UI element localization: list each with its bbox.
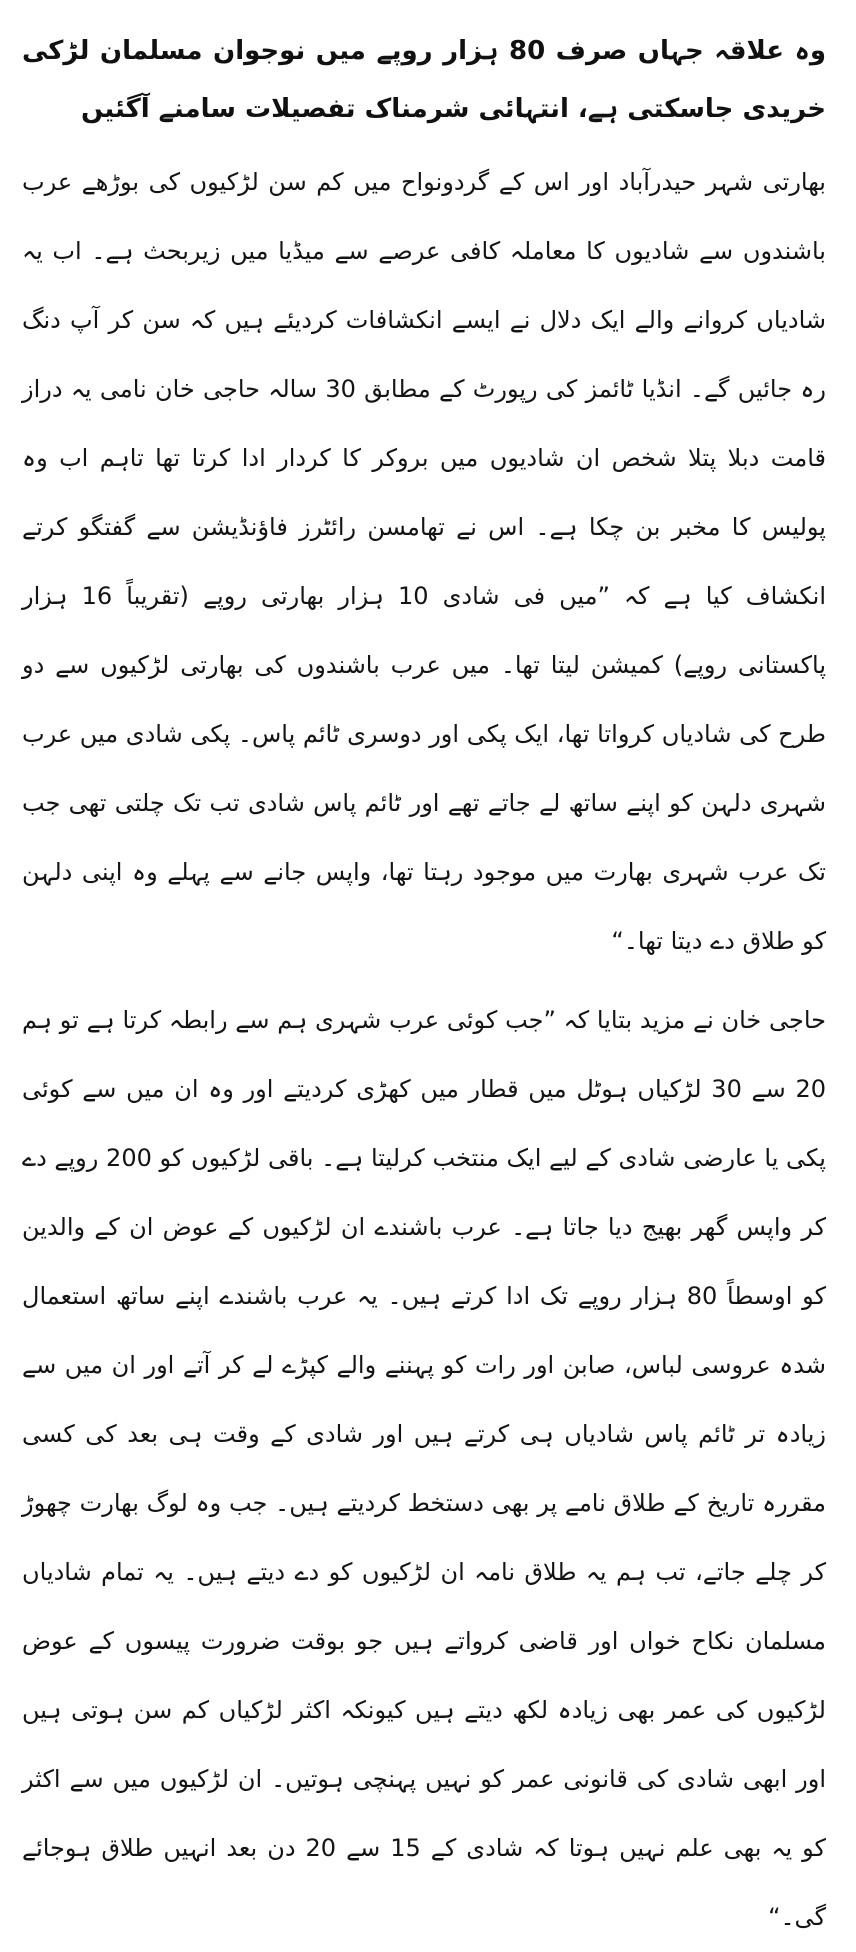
article-paragraph-1: بھارتی شہر حیدرآباد اور اس کے گردونواح میں کم سن لڑکیوں کی بوڑھے عرب باشندوں سے شادیوں کا معاملہ کافی عرصے سے میڈیا میں زیربحث ہے۔ اب یہ شادیاں کروانے والے ایک دلال نے ایسے انکشافات کردیئے ہیں کہ سن کر آپ دنگ رہ جائیں گے۔ انڈیا ٹائمز کی رپورٹ کے مطابق 30 سالہ حاجی خان نامی یہ دراز قامت دبلا پتلا شخص ان شادیوں میں بروکر کا کردار ادا کرتا تھا تاہم اب وہ پولیس کا مخبر بن چکا ہے۔ اس نے تھامسن رائٹرز فاﺅنڈیشن سے گفتگو کرتے انکشاف کیا ہے کہ ”میں فی شادی 10 ہزار بھارتی روپے (تقریباً 16 ہزار پاکستانی روپے) کمیشن لیتا تھا۔ میں عرب باشندوں کی بھارتی لڑکیوں سے دو طرح کی شادیاں کرواتا تھا، ایک پکی اور دوسری ٹائم پاس۔ پکی شادی میں عرب شہری دلہن کو اپنے ساتھ لے جاتے تھے اور ٹائم پاس شادی تب تک چلتی تھی جب تک عرب شہری بھارت میں موجود رہتا تھا، واپس جانے سے پہلے وہ اپنی دلہن کو طلاق دے دیتا تھا۔“	[22, 168, 826, 955]
article-paragraph-2: حاجی خان نے مزید بتایا کہ ”جب کوئی عرب شہری ہم سے رابطہ کرتا ہے تو ہم 20 سے 30 لڑکیاں ہوٹل میں قطار میں کھڑی کردیتے اور وہ ان میں سے کوئی پکی یا عارضی شادی کے لیے ایک منتخب کرلیتا ہے۔ باقی لڑکیوں کو 200 روپے دے کر واپس گھر بھیج دیا جاتا ہے۔ عرب باشندے ان لڑکیوں کے عوض ان کے والدین کو اوسطاً 80 ہزار روپے تک ادا کرتے ہیں۔ یہ عرب باشندے اپنے ساتھ استعمال شدہ عروسی لباس، صابن اور رات کو پہننے والے کپڑے لے کر آتے اور ان میں سے زیادہ تر ٹائم پاس شادیاں ہی کرتے ہیں اور شادی کے وقت ہی بعد کی کسی مقررہ تاریخ کے طلاق نامے پر بھی دستخط کردیتے ہیں۔ جب وہ لوگ بھارت چھوڑ کر چلے جاتے، تب ہم یہ طلاق نامہ ان لڑکیوں کو دے دیتے ہیں۔ یہ تمام شادیاں مسلمان نکاح خواں اور قاضی کرواتے ہیں جو بوقت ضرورت پیسوں کے عوض لڑکیوں کی عمر بھی زیادہ لکھ دیتے ہیں کیونکہ اکثر لڑکیاں کم سن ہوتی ہیں اور ابھی شادی کی قانونی عمر کو نہیں پہنچی ہوتیں۔ ان لڑکیوں میں سے اکثر کو یہ بھی علم نہیں ہوتا کہ شادی کے 15 سے 20 دن بعد انہیں طلاق ہوجائے گی۔“	[22, 1006, 827, 1931]
article-headline: وہ علاقہ جہاں صرف 80 ہزار روپے میں نوجوان مسلمان لڑکی خریدی جاسکتی ہے، انتہائی شرمناک تفصیلات سامنے آگئیں	[22, 36, 827, 124]
